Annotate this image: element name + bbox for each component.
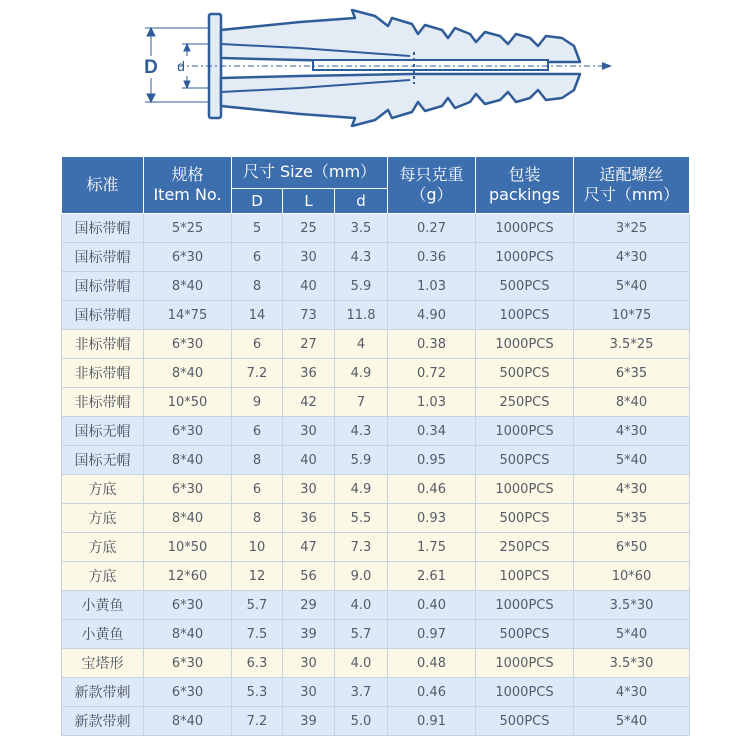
cell-size-D: 9: [232, 388, 283, 417]
cell-size-d: 5.9: [335, 446, 388, 475]
cell-size-L: 29: [283, 591, 335, 620]
cell-screw: 6*35: [574, 359, 690, 388]
table-row: [62, 359, 690, 388]
cell-screw: 5*40: [574, 272, 690, 301]
cell-weight: 0.97: [388, 620, 476, 649]
header-size-L: L: [283, 188, 335, 213]
cell-packing: 500PCS: [476, 504, 574, 533]
cell-weight: 0.40: [388, 591, 476, 620]
header-spec-line1: 规格: [171, 165, 204, 184]
cell-size-L: 30: [283, 678, 335, 707]
cell-screw: 8*40: [574, 388, 690, 417]
cell-size-d: 4.3: [335, 243, 388, 272]
cell-standard: 国标无帽: [62, 417, 144, 446]
cell-size-D: 6: [232, 475, 283, 504]
header-packing-line1: 包装: [508, 165, 541, 184]
cell-size-D: 5.3: [232, 678, 283, 707]
cell-spec: 6*30: [144, 243, 232, 272]
header-packing-line2: packings: [488, 185, 561, 204]
cell-size-D: 7.2: [232, 707, 283, 736]
cell-standard: 方底: [62, 533, 144, 562]
label-d: d: [177, 58, 185, 74]
cell-screw: 10*60: [574, 562, 690, 591]
cell-weight: 1.03: [388, 272, 476, 301]
cell-spec: 6*30: [144, 475, 232, 504]
cell-spec: 6*30: [144, 591, 232, 620]
cell-screw: 3.5*30: [574, 591, 690, 620]
cell-packing: 100PCS: [476, 562, 574, 591]
header-weight-line1: 每只克重: [399, 165, 464, 184]
cell-standard: 非标带帽: [62, 330, 144, 359]
header-packing: [476, 157, 574, 214]
cell-packing: 500PCS: [476, 707, 574, 736]
cell-size-d: 3.7: [335, 678, 388, 707]
cell-standard: 国标带帽: [62, 272, 144, 301]
cell-spec: 6*30: [144, 649, 232, 678]
cell-size-L: 30: [283, 649, 335, 678]
cell-screw: 4*30: [574, 243, 690, 272]
cell-size-d: 4.3: [335, 417, 388, 446]
spec-table: [61, 156, 690, 736]
cell-size-d: 5.7: [335, 620, 388, 649]
cell-standard: 非标带帽: [62, 388, 144, 417]
cell-size-D: 6.3: [232, 649, 283, 678]
cell-packing: 1000PCS: [476, 591, 574, 620]
cell-size-d: 5.0: [335, 707, 388, 736]
cell-size-d: 9.0: [335, 562, 388, 591]
cell-size-d: 4.0: [335, 591, 388, 620]
cell-standard: 方底: [62, 475, 144, 504]
table-row: [62, 533, 690, 562]
cell-size-d: 3.5: [335, 214, 388, 243]
cell-weight: 1.03: [388, 388, 476, 417]
cell-spec: 6*30: [144, 417, 232, 446]
cell-screw: 5*40: [574, 446, 690, 475]
cell-size-D: 8: [232, 504, 283, 533]
cell-size-d: 7: [335, 388, 388, 417]
header-size: 尺寸 Size（mm）: [232, 157, 388, 189]
cell-weight: 2.61: [388, 562, 476, 591]
cell-size-L: 25: [283, 214, 335, 243]
cell-packing: 250PCS: [476, 533, 574, 562]
cell-packing: 500PCS: [476, 272, 574, 301]
cell-spec: 6*30: [144, 678, 232, 707]
cell-packing: 500PCS: [476, 446, 574, 475]
cell-spec: 12*60: [144, 562, 232, 591]
cell-size-D: 8: [232, 446, 283, 475]
table-row: [62, 649, 690, 678]
cell-size-D: 14: [232, 301, 283, 330]
table-row: [62, 707, 690, 736]
cell-weight: 0.46: [388, 475, 476, 504]
cell-packing: 1000PCS: [476, 678, 574, 707]
cell-size-D: 7.2: [232, 359, 283, 388]
header-screw-line1: 适配螺丝: [599, 165, 664, 184]
cell-size-d: 5.5: [335, 504, 388, 533]
cell-size-D: 12: [232, 562, 283, 591]
cell-spec: 10*50: [144, 533, 232, 562]
table-body: [62, 214, 690, 736]
cell-spec: 8*40: [144, 359, 232, 388]
cell-packing: 1000PCS: [476, 475, 574, 504]
cell-size-d: 11.8: [335, 301, 388, 330]
cell-spec: 8*40: [144, 620, 232, 649]
cell-spec: 8*40: [144, 272, 232, 301]
cell-size-D: 6: [232, 330, 283, 359]
cell-size-d: 4.9: [335, 359, 388, 388]
cell-weight: 0.27: [388, 214, 476, 243]
cell-screw: 4*30: [574, 678, 690, 707]
cell-size-L: 36: [283, 504, 335, 533]
cell-weight: 0.95: [388, 446, 476, 475]
cell-packing: 500PCS: [476, 620, 574, 649]
cell-packing: 250PCS: [476, 388, 574, 417]
table-row: [62, 388, 690, 417]
cell-size-L: 40: [283, 446, 335, 475]
header-standard: 标准: [62, 157, 144, 214]
cell-weight: 0.36: [388, 243, 476, 272]
cell-size-d: 4.9: [335, 475, 388, 504]
cell-size-L: 30: [283, 475, 335, 504]
cell-weight: 0.38: [388, 330, 476, 359]
cell-size-d: 5.9: [335, 272, 388, 301]
cell-screw: 10*75: [574, 301, 690, 330]
cell-size-L: 40: [283, 272, 335, 301]
table-header: [62, 157, 690, 214]
cell-size-d: 7.3: [335, 533, 388, 562]
cell-size-D: 5.7: [232, 591, 283, 620]
cell-size-L: 27: [283, 330, 335, 359]
cell-weight: 0.72: [388, 359, 476, 388]
cell-spec: 8*40: [144, 504, 232, 533]
table-row: [62, 272, 690, 301]
label-D: D: [144, 57, 158, 78]
table-row: [62, 446, 690, 475]
cell-size-L: 30: [283, 243, 335, 272]
table-row: [62, 620, 690, 649]
cell-weight: 4.90: [388, 301, 476, 330]
cell-spec: 8*40: [144, 446, 232, 475]
table-row: [62, 301, 690, 330]
cell-packing: 1000PCS: [476, 330, 574, 359]
cell-standard: 国标无帽: [62, 446, 144, 475]
table-row: [62, 243, 690, 272]
header-screw: [574, 157, 690, 214]
cell-standard: 非标带帽: [62, 359, 144, 388]
table-row: [62, 591, 690, 620]
header-size-D: D: [232, 188, 283, 213]
cell-packing: 1000PCS: [476, 649, 574, 678]
cell-size-L: 56: [283, 562, 335, 591]
cell-weight: 0.34: [388, 417, 476, 446]
cell-size-L: 39: [283, 620, 335, 649]
cell-size-L: 36: [283, 359, 335, 388]
cell-standard: 小黄鱼: [62, 620, 144, 649]
cell-standard: 宝塔形: [62, 649, 144, 678]
cell-standard: 新款带刺: [62, 707, 144, 736]
cell-size-L: 73: [283, 301, 335, 330]
cell-standard: 小黄鱼: [62, 591, 144, 620]
cell-size-D: 6: [232, 243, 283, 272]
table-row: [62, 330, 690, 359]
table-row: [62, 475, 690, 504]
cell-standard: 新款带刺: [62, 678, 144, 707]
cell-spec: 5*25: [144, 214, 232, 243]
cell-standard: 国标带帽: [62, 214, 144, 243]
cell-screw: 4*30: [574, 475, 690, 504]
cell-packing: 1000PCS: [476, 243, 574, 272]
cell-size-D: 5: [232, 214, 283, 243]
cell-weight: 0.93: [388, 504, 476, 533]
cell-packing: 1000PCS: [476, 417, 574, 446]
cell-spec: 6*30: [144, 330, 232, 359]
cell-screw: 5*40: [574, 620, 690, 649]
cell-spec: 8*40: [144, 707, 232, 736]
table-row: [62, 562, 690, 591]
cell-size-D: 8: [232, 272, 283, 301]
cell-size-D: 7.5: [232, 620, 283, 649]
cell-packing: 1000PCS: [476, 214, 574, 243]
cell-spec: 14*75: [144, 301, 232, 330]
table-row: [62, 504, 690, 533]
cell-screw: 5*35: [574, 504, 690, 533]
cell-weight: 1.75: [388, 533, 476, 562]
header-size-d: d: [335, 188, 388, 213]
header-weight-line2: （g）: [410, 185, 453, 204]
cell-standard: 方底: [62, 562, 144, 591]
wall-plug-drawing: [0, 0, 750, 140]
cell-screw: 3.5*30: [574, 649, 690, 678]
cell-packing: 100PCS: [476, 301, 574, 330]
cell-size-D: 6: [232, 417, 283, 446]
table-row: [62, 417, 690, 446]
header-spec: [144, 157, 232, 214]
cell-size-L: 30: [283, 417, 335, 446]
cell-size-d: 4.0: [335, 649, 388, 678]
cell-size-L: 39: [283, 707, 335, 736]
cell-standard: 国标带帽: [62, 301, 144, 330]
cell-spec: 10*50: [144, 388, 232, 417]
cell-screw: 6*50: [574, 533, 690, 562]
header-weight: [388, 157, 476, 214]
centre-arrow: [602, 62, 612, 70]
cell-screw: 5*40: [574, 707, 690, 736]
table-row: [62, 678, 690, 707]
cell-screw: 3*25: [574, 214, 690, 243]
cell-size-D: 10: [232, 533, 283, 562]
cell-size-L: 42: [283, 388, 335, 417]
cell-size-d: 4: [335, 330, 388, 359]
cell-weight: 0.91: [388, 707, 476, 736]
cell-weight: 0.46: [388, 678, 476, 707]
cell-weight: 0.48: [388, 649, 476, 678]
cell-screw: 3.5*25: [574, 330, 690, 359]
cell-standard: 方底: [62, 504, 144, 533]
table-row: [62, 214, 690, 243]
cell-screw: 4*30: [574, 417, 690, 446]
cell-packing: 500PCS: [476, 359, 574, 388]
cell-size-L: 47: [283, 533, 335, 562]
cell-standard: 国标带帽: [62, 243, 144, 272]
header-screw-line2: 尺寸（mm）: [583, 185, 680, 204]
header-spec-line2: Item No.: [153, 185, 222, 204]
